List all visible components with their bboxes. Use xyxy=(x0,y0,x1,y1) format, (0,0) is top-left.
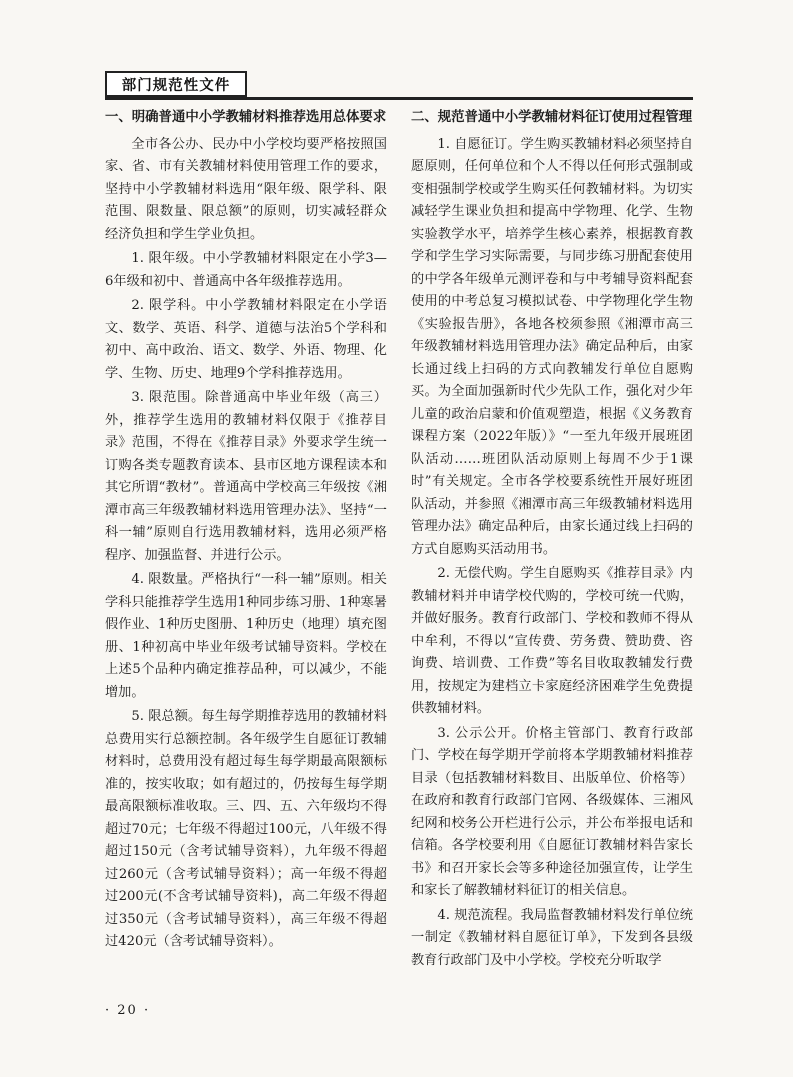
paragraph: 2. 无偿代购。学生自愿购买《推荐目录》内教辅材料并申请学校代购的，学校可统一代购，并做好服务。教育行政部门、学校和教师不得从中牟利，不得以“宣传费、劳务费、赞助费、咨询费、培训费、工作费”等名目收取教辅发行费用，按规定为建档立卡家庭经济困难学生免费提供教辅材料。 xyxy=(411,566,693,716)
paragraph: 4. 限数量。严格执行“一科一辅”原则。相关学科只能推荐学生选用1种同步练习册、1种寒暑假作业、1种历史图册、1种历史（地理）填充图册、1种初高中毕业年级考试辅导资料。学校在上述5个品种内确定推荐品种，可以减少，不能增加。 xyxy=(105,572,387,700)
page-number: · 20 · xyxy=(105,1003,151,1018)
header-divider xyxy=(105,97,693,100)
paragraph: 5. 限总额。每生每学期推荐选用的教辅材料总费用实行总额控制。各年级学生自愿征订教辅材料时，总费用没有超过每生每学期最高限额标准的，按实收取；如有超过的，仍按每生每学期最高限额标准收取。三、四、五、六年级均不得超过70元；七年级不得超过100元，八年级不得超过150元（含考试辅导资料），九年级不得超过260元（含考试辅导资料）；高一年级不得超过200元(不含考试辅导资料)，高二年级不得超过350元（含考试辅导资料），高三年级不得超过420元（含考试辅导资料）。 xyxy=(105,709,387,949)
paragraph: 2. 限学科。中小学教辅材料限定在小学语文、数学、英语、科学、道德与法治5个学科和初中、高中政治、语文、数学、外语、物理、化学、生物、历史、地理9个学科推荐选用。 xyxy=(105,298,387,381)
paragraph: 1. 自愿征订。学生购买教辅材料必须坚持自愿原则，任何单位和个人不得以任何形式强制或变相强制学校或学生购买任何教辅材料。为切实减轻学生课业负担和提高中学物理、化学、生物实验教学水平，培养学生核心素养，根据教育教学和学生学习实际需要，与同步练习册配套使用的中学各年级单元测评卷和与中考辅导资料配套使用的中考总复习模拟试卷、中学物理化学生物《实验报告册》，各地各校须参照《湘潭市高三年级教辅材料选用管理办法》确定品种后，由家长通过线上扫码的方式向教辅发行单位自愿购买。为全面加强新时代少先队工作，强化对少年儿童的政治启蒙和价值观塑造，根据《义务教育课程方案（2022年版）》“一至九年级开展班团队活动……班团队活动原则上每周不少于1课时”有关规定。全市各学校要系统性开展好班团队活动，并参照《湘潭市高三年级教辅材料选用管理办法》确定品种后，由家长通过线上扫码的方式自愿购买活动用书。 xyxy=(411,136,693,557)
section-label: 部门规范性文件 xyxy=(105,71,247,97)
paragraph: 全市各公办、民办中小学校均要严格按照国家、省、市有关教辅材料使用管理工作的要求，坚持中小学教辅材料选用“限年级、限学科、限范围、限数量、限总额”的原则，切实减轻群众经济负担和学生学业负担。 xyxy=(105,136,387,242)
paragraph: 1. 限年级。中小学教辅材料限定在小学3—6年级和初中、普通高中各年级推荐选用。 xyxy=(105,251,387,289)
left-column xyxy=(105,107,387,954)
paragraph: 4. 规范流程。我局监督教辅材料发行单位统一制定《教辅材料自愿征订单》，下发到各县级教育行政部门及中小学校。学校充分听取学 xyxy=(411,907,693,968)
right-column xyxy=(411,107,693,972)
section-heading-2: 二、规范普通中小学教辅材料征订使用过程管理 xyxy=(411,110,693,125)
paragraph: 3. 限范围。除普通高中毕业年级（高三）外，推荐学生选用的教辅材料仅限于《推荐目录》范围，不得在《推荐目录》外要求学生统一订购各类专题教育读本、县市区地方课程读本和其它所谓“教材”。普通高中学校高三年级按《湘潭市高三年级教辅材料选用管理办法》、坚持“一科一辅”原则自行选用教辅材料，选用必须严格程序、加强监督、并进行公示。 xyxy=(105,390,387,563)
paragraph: 3. 公示公开。价格主管部门、教育行政部门、学校在每学期开学前将本学期教辅材料推荐目录（包括教辅材料数目、出版单位、价格等）在政府和教育行政部门官网、各级媒体、三湘风纪网和校务公开栏进行公示，并公布举报电话和信箱。各学校要利用《自愿征订教辅材料告家长书》和召开家长会等多种途径加强宣传，让学生和家长了解教辅材料征订的相关信息。 xyxy=(411,725,693,898)
section-heading-1: 一、明确普通中小学教辅材料推荐选用总体要求 xyxy=(105,110,387,125)
